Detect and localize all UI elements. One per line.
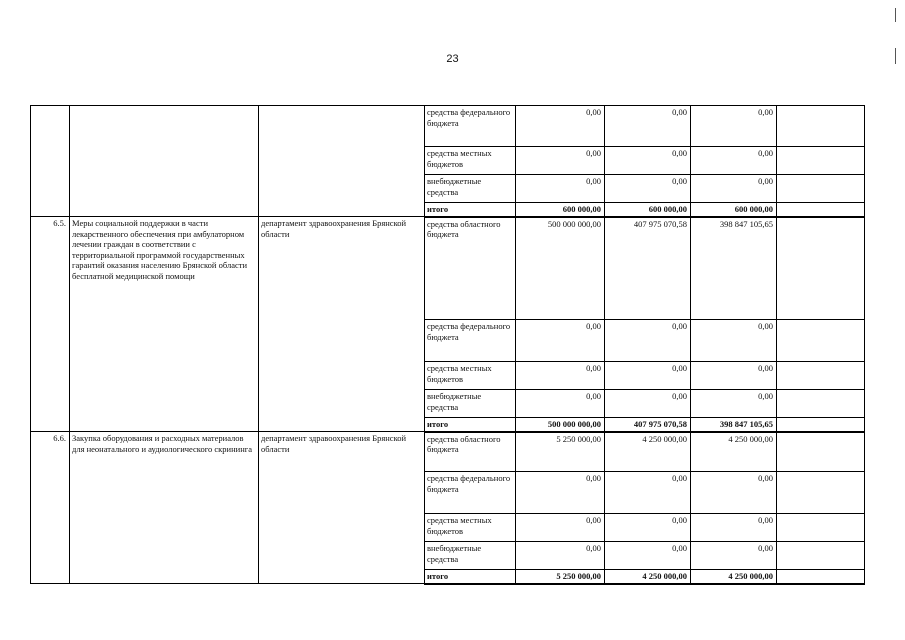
funding-source-cell: внебюджетные средства — [425, 542, 516, 570]
amount-cell: 407 975 070,58 — [605, 217, 691, 320]
funding-source-cell: средства федерального бюджета — [425, 320, 516, 362]
empty-cell — [777, 570, 865, 584]
amount-cell: 398 847 105,65 — [691, 418, 777, 432]
funding-source-cell: средства местных бюджетов — [425, 514, 516, 542]
amount-cell: 0,00 — [605, 542, 691, 570]
amount-cell: 4 250 000,00 — [605, 432, 691, 472]
funding-source-cell: средства федерального бюджета — [425, 472, 516, 514]
table-body — [31, 106, 865, 584]
amount-cell: 0,00 — [605, 320, 691, 362]
amount-cell: 0,00 — [691, 175, 777, 203]
amount-cell: 0,00 — [605, 472, 691, 514]
amount-cell: 5 250 000,00 — [516, 570, 605, 584]
executor-cell: департамент здравоохранения Брянской области — [259, 432, 425, 584]
table-row — [31, 106, 865, 147]
empty-cell — [777, 390, 865, 418]
empty-cell — [777, 217, 865, 320]
item-number-cell: 6.5. — [31, 217, 70, 432]
scan-mark — [895, 48, 896, 64]
amount-cell: 4 250 000,00 — [605, 570, 691, 584]
item-number-cell: 6.6. — [31, 432, 70, 584]
funding-source-cell: итого — [425, 418, 516, 432]
amount-cell: 0,00 — [516, 472, 605, 514]
scan-mark — [895, 8, 896, 22]
funding-source-cell: внебюджетные средства — [425, 175, 516, 203]
amount-cell: 500 000 000,00 — [516, 418, 605, 432]
item-name-cell: Меры социальной поддержки в части лекарственного обеспечения при амбулаторном лечении граждан в соответствии с территориальной программой государственных гарантий оказания населению Брянской области бесплатной медицинской помощи — [70, 217, 259, 432]
amount-cell: 4 250 000,00 — [691, 570, 777, 584]
amount-cell: 0,00 — [516, 390, 605, 418]
empty-cell — [777, 542, 865, 570]
funding-source-cell: итого — [425, 203, 516, 217]
empty-cell — [777, 106, 865, 147]
amount-cell: 0,00 — [516, 175, 605, 203]
table-row — [31, 432, 865, 472]
funding-source-cell: средства областного бюджета — [425, 217, 516, 320]
empty-cell — [777, 514, 865, 542]
amount-cell: 0,00 — [516, 106, 605, 147]
amount-cell: 0,00 — [605, 390, 691, 418]
funding-source-cell: внебюджетные средства — [425, 390, 516, 418]
amount-cell: 0,00 — [605, 147, 691, 175]
funding-source-cell: средства местных бюджетов — [425, 147, 516, 175]
funding-source-cell: итого — [425, 570, 516, 584]
item-name-cell: Закупка оборудования и расходных материалов для неонатального и аудиологического скрининга — [70, 432, 259, 584]
amount-cell: 0,00 — [691, 320, 777, 362]
item-name-cell — [70, 106, 259, 217]
amount-cell: 0,00 — [516, 147, 605, 175]
amount-cell: 0,00 — [516, 362, 605, 390]
amount-cell: 600 000,00 — [691, 203, 777, 217]
amount-cell: 0,00 — [691, 514, 777, 542]
amount-cell: 500 000 000,00 — [516, 217, 605, 320]
funding-source-cell: средства федерального бюджета — [425, 106, 516, 147]
table-row — [31, 217, 865, 320]
amount-cell: 0,00 — [605, 106, 691, 147]
budget-table — [30, 105, 865, 585]
amount-cell: 0,00 — [516, 514, 605, 542]
amount-cell: 0,00 — [691, 472, 777, 514]
amount-cell: 398 847 105,65 — [691, 217, 777, 320]
executor-cell: департамент здравоохранения Брянской области — [259, 217, 425, 432]
amount-cell: 0,00 — [691, 362, 777, 390]
executor-cell — [259, 106, 425, 217]
empty-cell — [777, 362, 865, 390]
page-number: 23 — [446, 53, 459, 65]
empty-cell — [777, 175, 865, 203]
amount-cell: 600 000,00 — [605, 203, 691, 217]
amount-cell: 4 250 000,00 — [691, 432, 777, 472]
empty-cell — [777, 320, 865, 362]
amount-cell: 407 975 070,58 — [605, 418, 691, 432]
amount-cell: 0,00 — [691, 542, 777, 570]
amount-cell: 0,00 — [516, 320, 605, 362]
empty-cell — [777, 147, 865, 175]
amount-cell: 0,00 — [516, 542, 605, 570]
amount-cell: 0,00 — [691, 390, 777, 418]
empty-cell — [777, 472, 865, 514]
amount-cell: 600 000,00 — [516, 203, 605, 217]
amount-cell: 0,00 — [605, 175, 691, 203]
funding-source-cell: средства областного бюджета — [425, 432, 516, 472]
funding-source-cell: средства местных бюджетов — [425, 362, 516, 390]
amount-cell: 5 250 000,00 — [516, 432, 605, 472]
amount-cell: 0,00 — [691, 106, 777, 147]
amount-cell: 0,00 — [691, 147, 777, 175]
amount-cell: 0,00 — [605, 514, 691, 542]
amount-cell: 0,00 — [605, 362, 691, 390]
empty-cell — [777, 432, 865, 472]
empty-cell — [777, 418, 865, 432]
item-number-cell — [31, 106, 70, 217]
empty-cell — [777, 203, 865, 217]
